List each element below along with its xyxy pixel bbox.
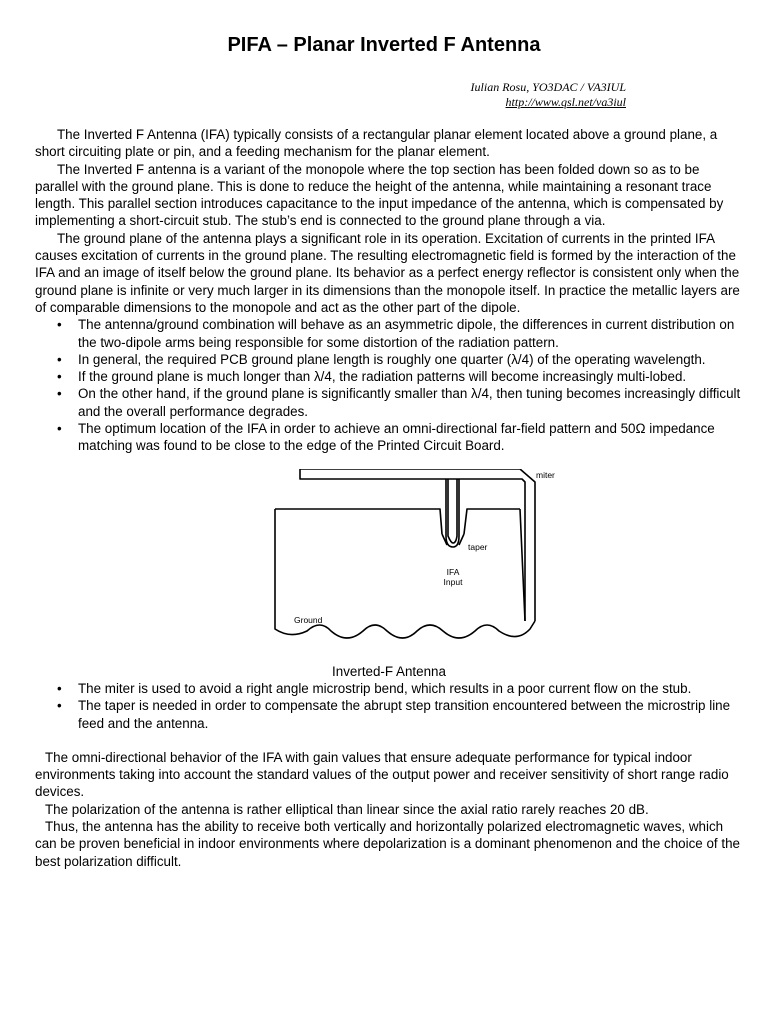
paragraph: The ground plane of the antenna plays a significant role in its operation. Excitation of currents in the printed IFA causes excitation of currents in the ground plane. The resulting electromagnetic field is formed by the interaction of the IFA and an image of itself below the ground plane. Its behavior as a perfect energy reflector is consistent only when the ground plane is infinite or very much larger in its dimensions than the monopole itself. In practice the metallic layers are of comparable dimensions to the monopole and act as the other part of the dipole. <box>35 230 740 315</box>
list-item <box>35 316 743 351</box>
paragraph: Thus, the antenna has the ability to receive both vertically and horizontally polarized electromagnetic waves, which can be proven beneficial in indoor environments where depolarization is a dominant phenomenon and the choice of the best polarization difficult. <box>35 819 740 869</box>
bullet-list <box>35 316 743 454</box>
bullet-glyph: • <box>57 421 62 437</box>
page-title: PIFA – Planar Inverted F Antenna <box>227 34 541 56</box>
paragraph: The Inverted F antenna is a variant of the monopole where the top section has been folded down so as to be parallel with the ground plane. This is done to reduce the height of the antenna, while maintaining a resonant trace length. This parallel section introduces capacitance to the input impedance of the antenna, which is compensated by implementing a short-circuit stub. The stub’s end is connected to the ground plane through a via. <box>35 161 724 229</box>
ground-label: Ground <box>294 614 323 625</box>
paragraph: The polarization of the antenna is rather elliptical than linear since the axial ratio rarely reaches 20 dB. <box>45 801 649 817</box>
antenna-arm <box>300 469 535 621</box>
list-item <box>35 680 743 697</box>
ifa-diagram <box>235 469 565 659</box>
ifa-input-label: IFA <box>446 566 460 577</box>
bullet-glyph: • <box>57 317 62 333</box>
paragraph: The Inverted F Antenna (IFA) typically consists of a rectangular planar element located above a ground plane, a short circuiting plate or pin, and a feeding mechanism for the planar element. <box>35 127 718 160</box>
bullet-glyph: • <box>57 386 62 402</box>
author-url-link[interactable]: http://www.qsl.net/va3iul <box>505 95 626 109</box>
taper-label: taper <box>468 541 488 552</box>
document-body <box>35 126 743 870</box>
list-item-text: If the ground plane is much longer than λ/4, the radiation patterns will become increasingly multi-lobed. <box>78 369 687 385</box>
antenna-arm-inner <box>300 469 525 621</box>
bullet-glyph: • <box>57 698 62 714</box>
author-block <box>471 80 626 110</box>
list-item-text: The antenna/ground combination will behave as an asymmetric dipole, the differences in current distribution on the two-dipole arms being responsible for some distortion of the radiation pattern. <box>78 317 735 350</box>
list-item-text: The optimum location of the IFA in order to achieve an omni-directional far-field pattern and 50Ω impedance matching was found to be close to the edge of the Printed Circuit Board. <box>78 421 715 454</box>
list-item-text: The miter is used to avoid a right angle microstrip bend, which results in a poor current flow on the stub. <box>78 680 692 696</box>
feed-line <box>448 479 457 543</box>
list-item <box>35 351 743 368</box>
bullet-glyph: • <box>57 680 62 696</box>
figure-caption: Inverted-F Antenna <box>332 663 446 679</box>
list-item <box>35 420 743 455</box>
list-item-text: In general, the required PCB ground plane length is roughly one quarter (λ/4) of the operating wavelength. <box>78 351 706 367</box>
list-item-text: The taper is needed in order to compensate the abrupt step transition encountered between the microstrip line feed and the antenna. <box>78 698 731 731</box>
bullet-glyph: • <box>57 369 62 385</box>
list-item <box>35 385 743 420</box>
author-name: Iulian Rosu, YO3DAC / VA3IUL <box>470 80 626 94</box>
spacer <box>35 732 743 749</box>
bullet-list <box>35 680 743 732</box>
miter-label: miter <box>536 469 555 480</box>
list-item <box>35 697 743 732</box>
paragraph: The omni-directional behavior of the IFA with gain values that ensure adequate performance for typical indoor environments taking into account the standard values of the output power and receiver sensitivity of short range radio devices. <box>35 749 729 800</box>
antenna-figure <box>35 455 743 663</box>
bullet-glyph: • <box>57 351 62 367</box>
list-item-text: On the other hand, if the ground plane is significantly smaller than λ/4, then tuning becomes increasingly difficult and the overall performance degrades. <box>78 386 741 419</box>
list-item <box>35 368 743 385</box>
ifa-input-label: Input <box>443 576 463 587</box>
